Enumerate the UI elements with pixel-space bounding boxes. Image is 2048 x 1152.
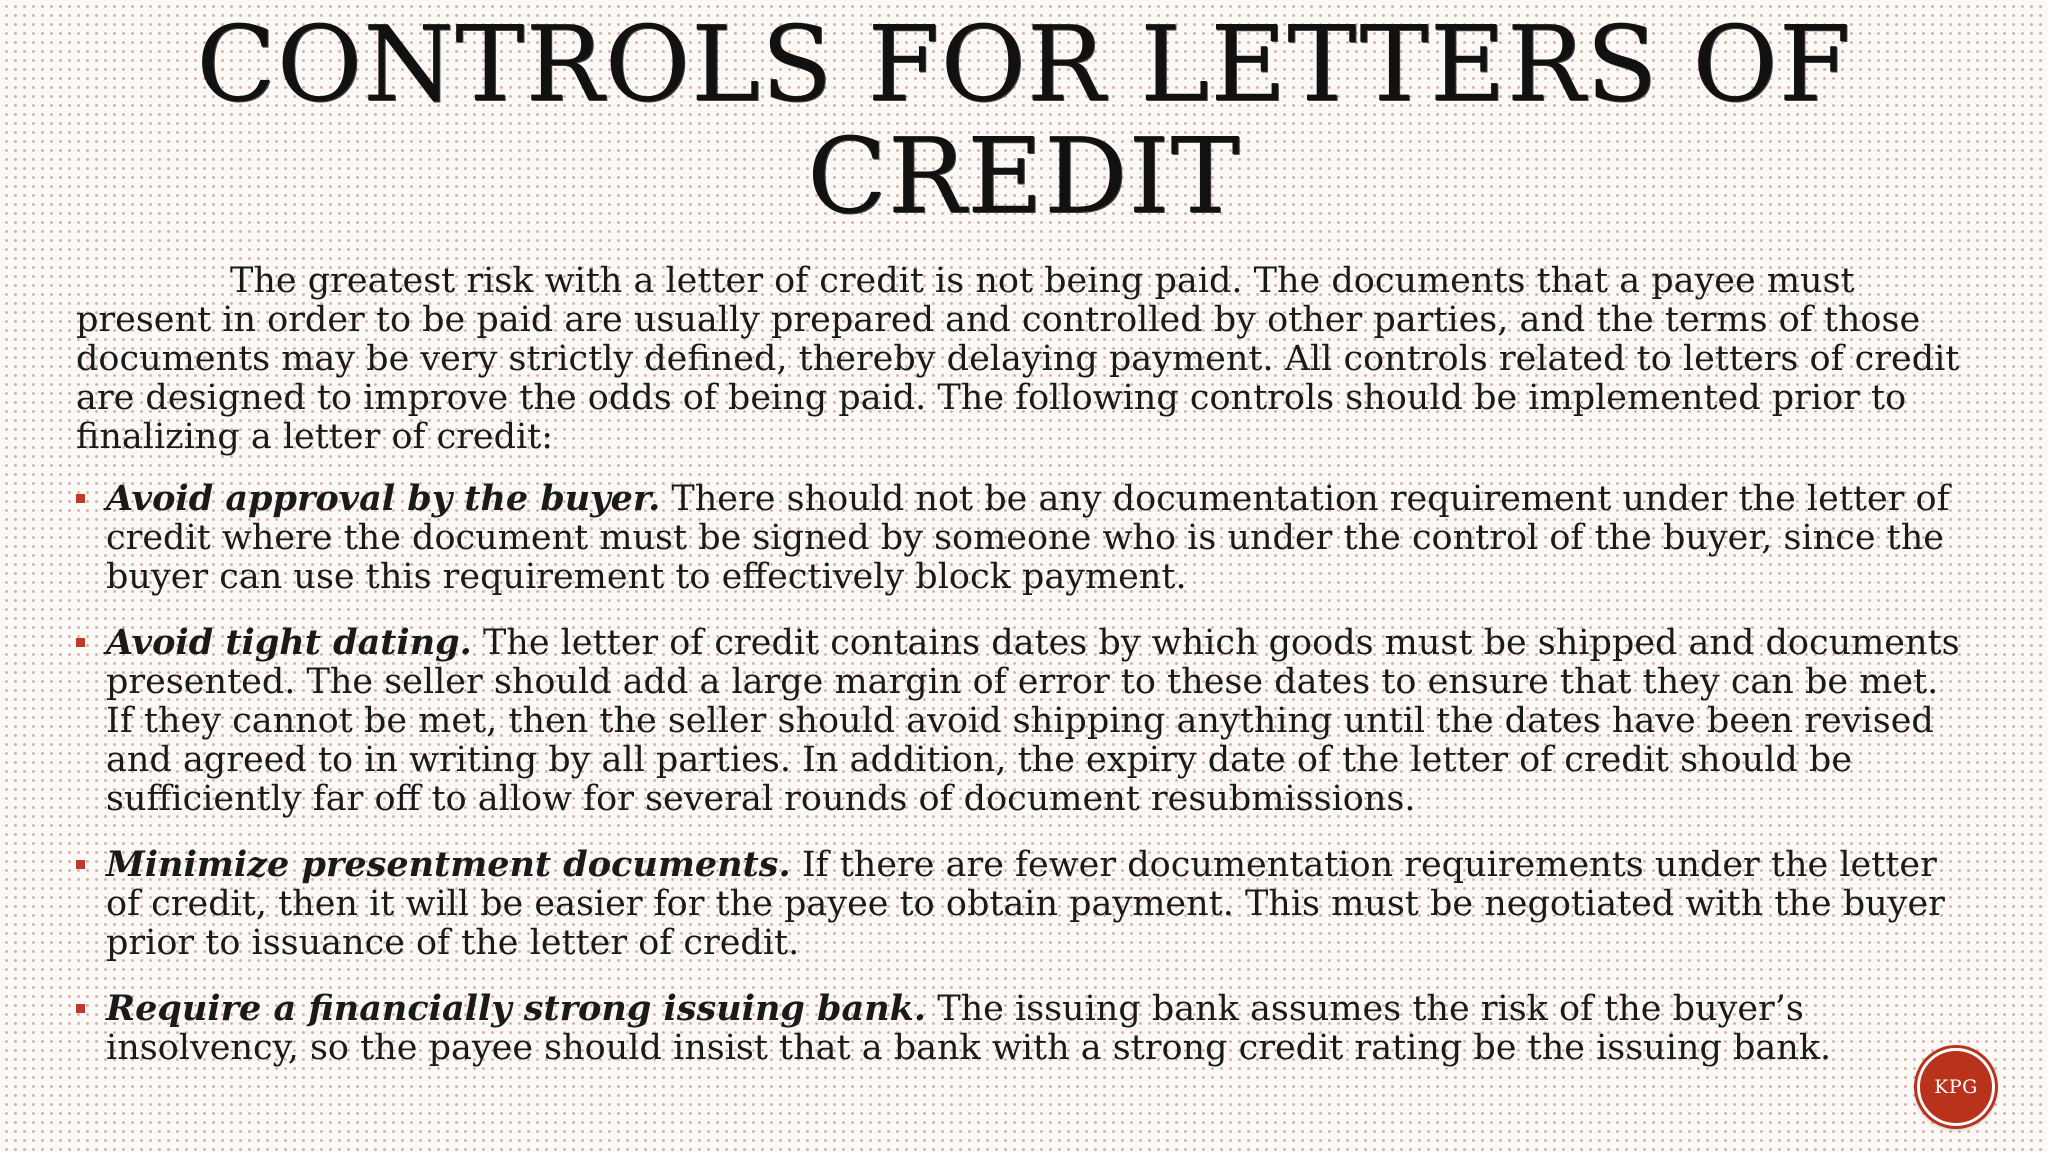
bullet-text: The letter of credit contains dates by which goods must be shipped and documents presented. The seller should add a large margin of error to these dates to ensure that they can be met. If they cannot be met, then the seller should avoid shipping anything until the dates have been revised and agreed to in writing by all parties. In addition, the expiry date of the letter of credit should be sufficiently far off to allow for several rounds of document resubmissions.	[106, 623, 1960, 819]
title-line-2: CREDIT	[807, 115, 1241, 237]
list-item-avoid-tight-dating	[76, 623, 1976, 819]
square-bullet-icon	[76, 638, 85, 647]
bullet-lead: Minimize presentment documents.	[106, 844, 791, 885]
intro-paragraph: The greatest risk with a letter of credit is not being paid. The documents that a payee must present in order to be paid are usually prepared and controlled by other parties, and the terms of those documents may be very strictly defined, thereby delaying payment. All controls related to letters of credit are designed to improve the odds of being paid. The following controls should be implemented prior to finalizing a letter of credit:	[76, 261, 1960, 457]
list-item-avoid-buyer-approval	[76, 479, 1976, 597]
controls-list	[76, 479, 1976, 1068]
square-bullet-icon	[76, 1004, 85, 1013]
bullet-text: If there are fewer documentation requirements under the letter of credit, then it will be easier for the payee to obtain payment. This must be negotiated with the buyer prior to issuance of the letter of credit.	[106, 845, 1945, 963]
bullet-lead: Avoid tight dating.	[106, 622, 472, 663]
logo-text: KPG	[1934, 1076, 1978, 1098]
square-bullet-icon	[76, 860, 85, 869]
slide-body	[76, 262, 1976, 1094]
bullet-lead: Avoid approval by the buyer.	[106, 478, 661, 519]
bullet-text: There should not be any documentation requirement under the letter of credit where the document must be signed by someone who is under the control of the buyer, since the buyer can use this requirement to effectively block payment.	[106, 479, 1950, 597]
bullet-text: The issuing bank assumes the risk of the buyer’s insolvency, so the payee should insist that a bank with a strong credit rating be the issuing bank.	[106, 989, 1832, 1068]
kpg-logo-badge	[1917, 1048, 1995, 1126]
bullet-lead: Require a financially strong issuing bank.	[106, 988, 927, 1029]
title-line-1: CONTROLS FOR LETTERS OF	[196, 3, 1852, 125]
list-item-strong-issuing-bank	[76, 989, 1976, 1068]
list-item-minimize-documents	[76, 845, 1976, 963]
slide-title	[100, 3, 1948, 237]
square-bullet-icon	[76, 494, 85, 503]
